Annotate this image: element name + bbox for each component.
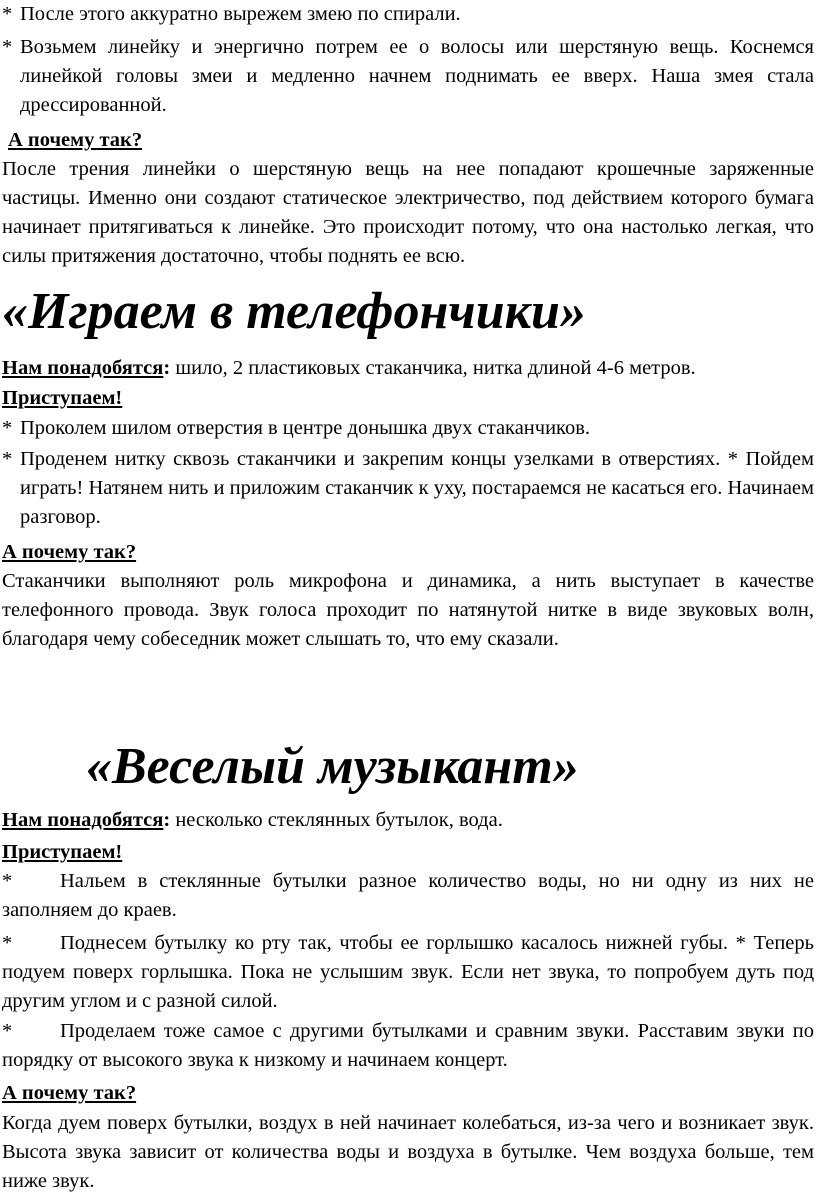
- bullet-star: *: [2, 3, 13, 25]
- musician-title: «Веселый музыкант»: [86, 738, 579, 795]
- telephone-step-thread: [2, 445, 814, 532]
- needs-colon: :: [163, 357, 171, 379]
- why-heading-text: А почему так?: [2, 1082, 137, 1104]
- snake-step-cut: [2, 0, 814, 29]
- snake-step-ruler: [2, 33, 814, 120]
- why-heading-text: А почему так?: [8, 129, 143, 151]
- musician-step-pour-text: Нальем в стеклянные бутылки разное количество воды, но ни одну из них не заполняем до краев.: [2, 870, 814, 921]
- snake-why-text: После трения линейки о шерстяную вещь на нее попадают крошечные заряженные частицы. Именно они создают статическое электричество, под действием которого бумага начинает притягиваться к линейке. Это происходит потому, что она настолько легкая, что силы притяжения достаточно, чтобы поднять ее всю.: [2, 158, 814, 267]
- musician-why-text: Когда дуем поверх бутылки, воздух в ней начинает колебаться, из-за чего и возникает звук. Высота звука зависит от количества воды и воздуха в бутылке. Чем воздуха больше, тем ниже звук.: [2, 1112, 814, 1192]
- start-label: Приступаем!: [2, 841, 123, 863]
- telephone-step-thread-text: Проденем нитку сквозь стаканчики и закрепим концы узелками в отверстиях. * Пойдем играть! Натянем нить и приложим стаканчик к уху, постараемся не касаться его. Начинаем разговор.: [20, 448, 814, 528]
- telephone-needs: [2, 354, 814, 383]
- telephone-step-pierce-text: Проколем шилом отверстия в центре донышка двух стаканчиков.: [20, 417, 591, 439]
- telephone-step-pierce: [2, 414, 814, 443]
- musician-step-compare-text: Проделаем тоже самое с другими бутылками и сравним звуки. Расставим звуки по порядку от высокого звука к низкому и начинаем концерт.: [2, 1020, 814, 1071]
- bullet-star: *: [2, 448, 13, 470]
- needs-label: Нам понадобятся: [2, 357, 164, 379]
- needs-label: Нам понадобятся: [2, 809, 164, 831]
- bullet-star: *: [2, 36, 13, 58]
- musician-start: [2, 838, 814, 867]
- snake-why-heading: [8, 126, 814, 155]
- why-heading-text: А почему так?: [2, 541, 137, 563]
- bullet-star: *: [2, 870, 13, 892]
- needs-text: несколько стеклянных бутылок, вода.: [170, 809, 503, 831]
- bullet-star: *: [2, 417, 13, 439]
- musician-step-pour: [2, 867, 814, 925]
- musician-needs: [2, 806, 814, 835]
- musician-why-heading: [2, 1079, 814, 1108]
- bullet-star: *: [2, 932, 13, 954]
- musician-step-blow: [2, 929, 814, 1016]
- snake-step-ruler-text: Возьмем линейку и энергично потрем ее о волосы или шерстяную вещь. Коснемся линейкой головы змеи и медленно начнем поднимать ее вверх. Наша змея стала дрессированной.: [20, 36, 814, 116]
- musician-step-compare: [2, 1017, 814, 1075]
- telephone-why-heading: [2, 538, 814, 567]
- telephone-why-text: Стаканчики выполняют роль микрофона и динамика, а нить выступает в качестве телефонного провода. Звук голоса проходит по натянутой нитке в виде звуковых волн, благодаря чему собеседник может слышать то, что ему сказали.: [2, 570, 814, 650]
- telephone-title: «Играем в телефончики»: [2, 283, 586, 340]
- telephone-start: [2, 384, 814, 413]
- start-label: Приступаем!: [2, 387, 123, 409]
- bullet-star: *: [2, 1020, 13, 1042]
- snake-step-cut-text: После этого аккуратно вырежем змею по спирали.: [20, 3, 461, 25]
- needs-colon: :: [163, 809, 171, 831]
- needs-text: шило, 2 пластиковых стаканчика, нитка длиной 4-6 метров.: [170, 357, 696, 379]
- musician-step-blow-text: Поднесем бутылку ко рту так, чтобы ее горлышко касалось нижней губы. * Теперь подуем поверх горлышка. Пока не услышим звук. Если нет звука, то попробуем дуть под другим углом и с разной силой.: [2, 932, 814, 1012]
